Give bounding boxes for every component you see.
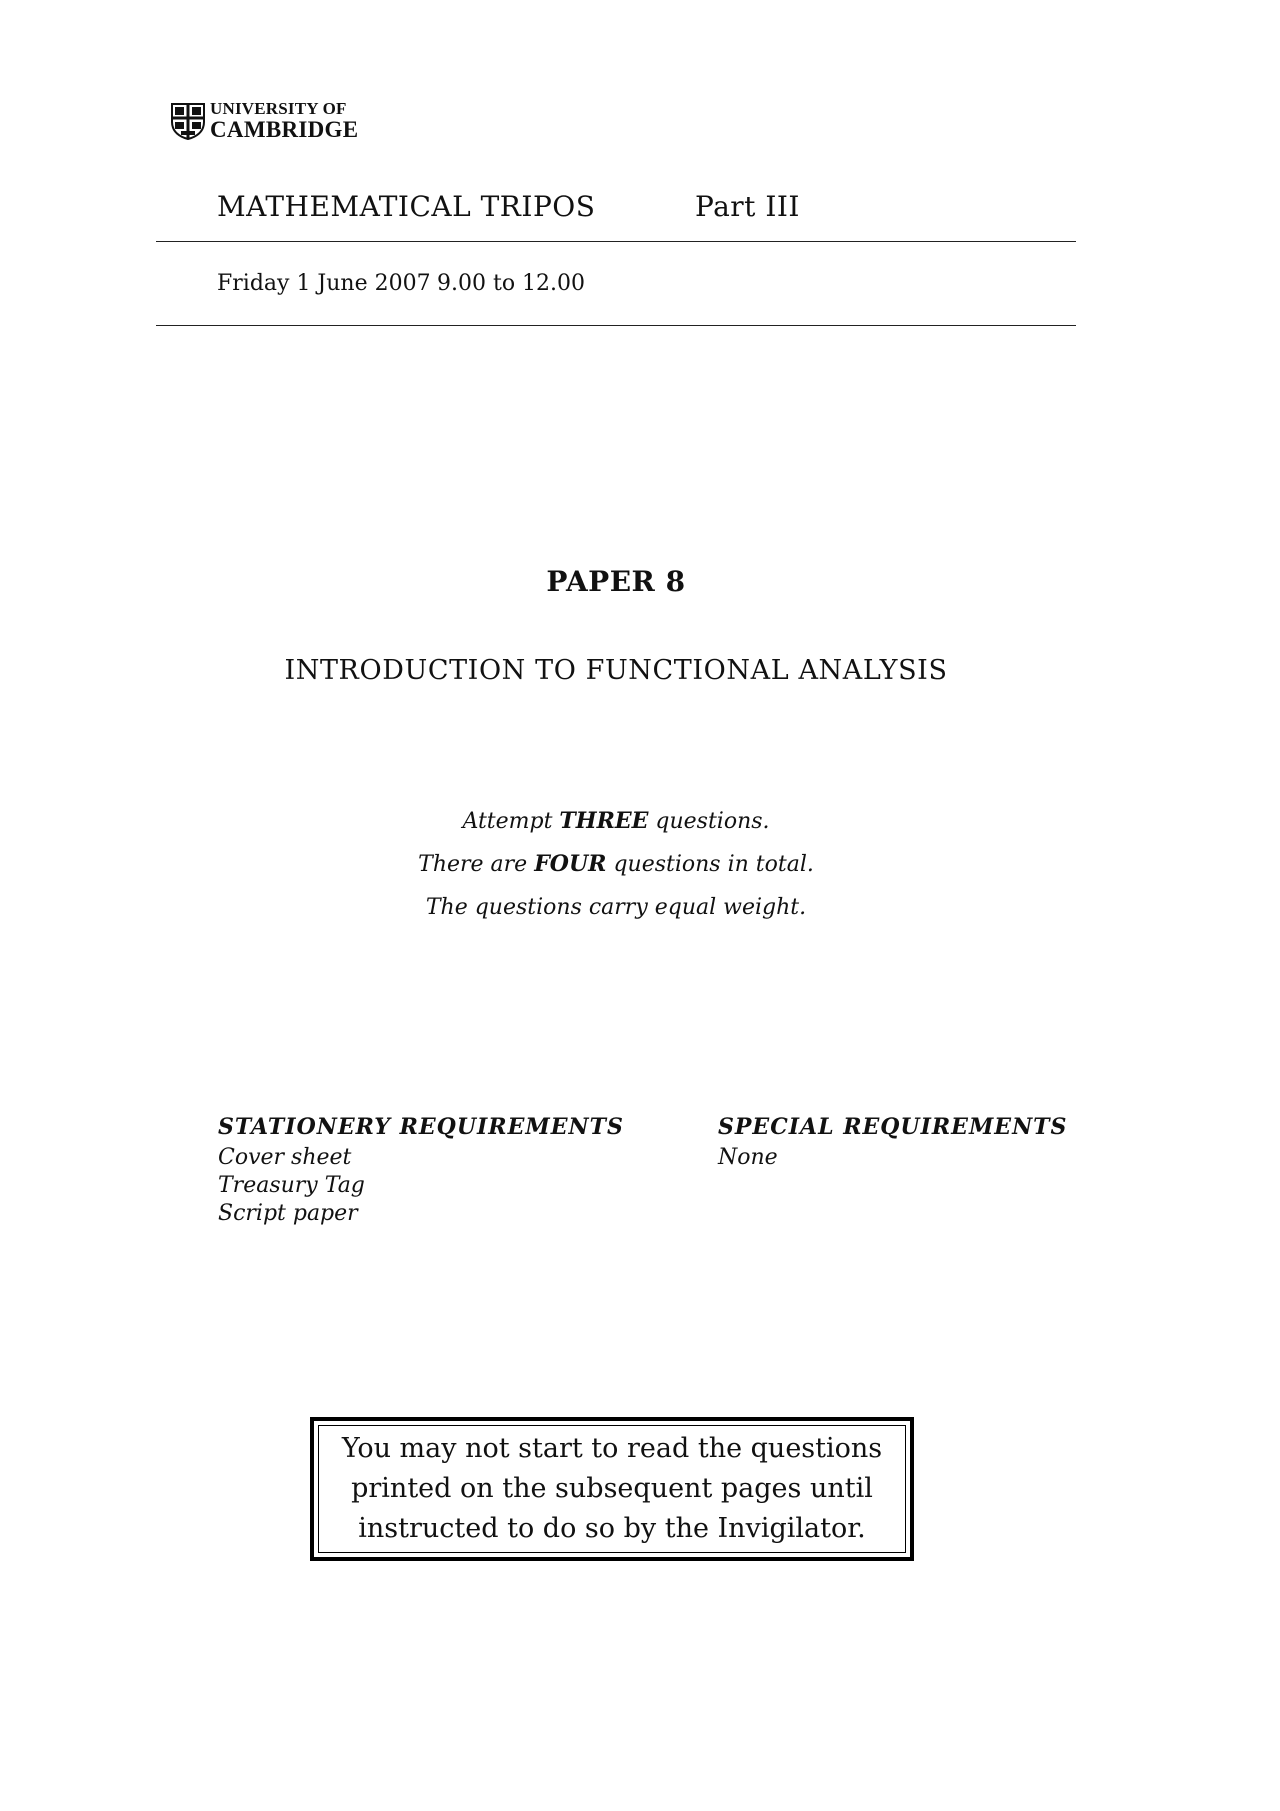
special-list xyxy=(718,1144,1067,1172)
instructions xyxy=(0,808,1232,937)
notice-inner-frame xyxy=(318,1425,906,1553)
list-item: Treasury Tag xyxy=(218,1173,365,1198)
instruction-line: Attempt THREE questions. xyxy=(462,808,770,834)
instruction-line: The questions carry equal weight. xyxy=(425,895,807,920)
invigilator-notice xyxy=(310,1417,914,1561)
special-requirements xyxy=(718,1114,1067,1172)
list-item: Cover sheet xyxy=(218,1145,352,1170)
special-heading: SPECIAL REQUIREMENTS xyxy=(718,1114,1068,1140)
notice-line: instructed to do so by the Invigilator. xyxy=(358,1513,866,1544)
header-divider-bottom xyxy=(156,325,1076,326)
list-item: Script paper xyxy=(218,1201,358,1226)
paper-title: INTRODUCTION TO FUNCTIONAL ANALYSIS xyxy=(284,655,948,686)
logo-text-line1: UNIVERSITY OF xyxy=(210,99,347,118)
list-item: None xyxy=(718,1145,778,1170)
paper-number: PAPER 8 xyxy=(546,565,686,598)
notice-line: printed on the subsequent pages until xyxy=(351,1473,873,1504)
exam-part: Part III xyxy=(695,190,800,223)
instruction-line: There are FOUR questions in total. xyxy=(418,851,814,877)
exam-title: MATHEMATICAL TRIPOS xyxy=(217,190,596,223)
header-divider-top xyxy=(156,241,1076,242)
university-crest-icon xyxy=(170,102,206,140)
logo-text-line2: CAMBRIDGE xyxy=(210,117,359,142)
university-logo xyxy=(170,100,370,144)
stationery-requirements xyxy=(218,1114,624,1228)
stationery-list xyxy=(218,1144,624,1228)
exam-date: Friday 1 June 2007 xyxy=(217,271,431,296)
notice-line: You may not start to read the questions xyxy=(341,1433,883,1464)
exam-time: 9.00 to 12.00 xyxy=(437,271,586,296)
stationery-heading: STATIONERY REQUIREMENTS xyxy=(218,1114,624,1140)
